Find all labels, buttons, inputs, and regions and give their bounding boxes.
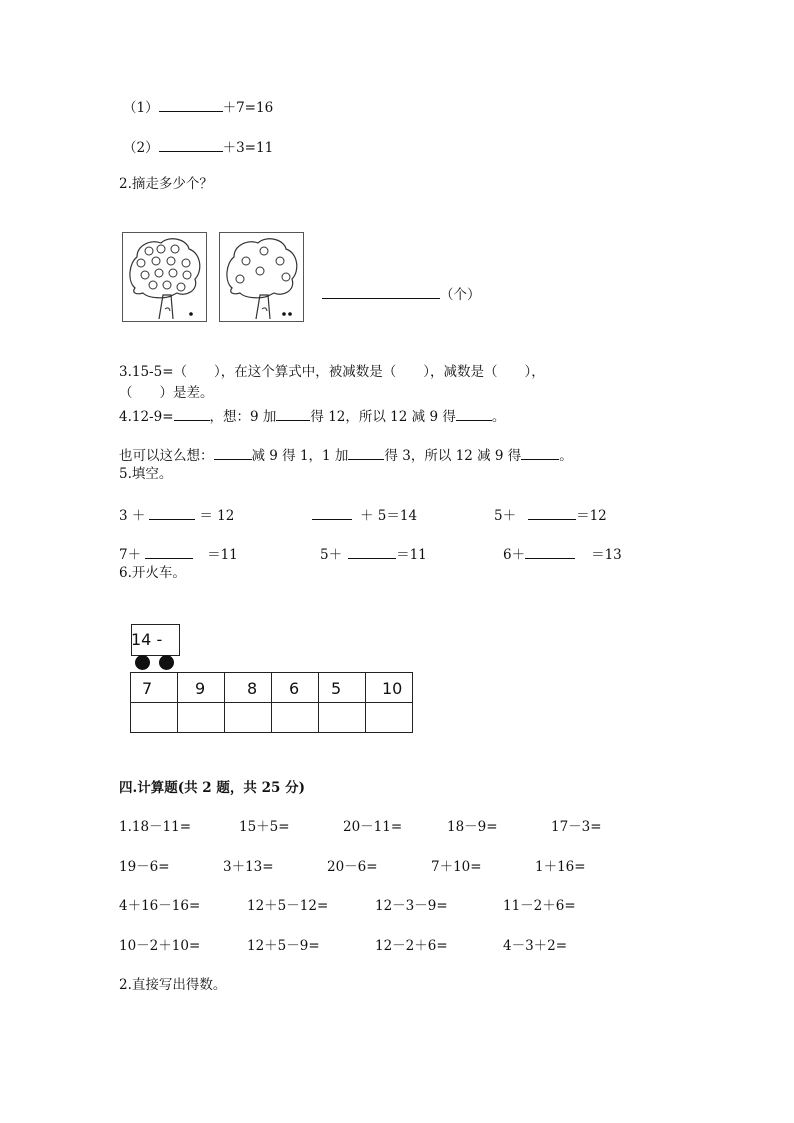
fill-item [503,546,622,563]
apple-tree-before-icon [123,233,206,321]
fill-item [312,507,417,524]
apple-tree-after-image [219,232,304,322]
answer-blank[interactable] [149,507,195,520]
fill-item-prefix: 6＋ [503,547,526,563]
fill-item-prefix: 5＋ [494,508,517,524]
fill-item-suffix: ＝12 [576,508,607,524]
question-5-title: 5.填空。 [119,466,173,482]
calc-item: 3＋13= [223,859,274,875]
answer-blank[interactable] [145,546,193,559]
fill-item-suffix: ＝11 [207,547,238,563]
answer-blank[interactable] [322,286,440,299]
q4-text: ，想：9 加 [209,409,277,425]
train-wheel-icon [135,655,150,670]
answer-blank[interactable] [521,447,559,460]
fill-item [320,546,427,563]
calc-item: 12＋5－12= [247,898,329,914]
question-4-line-1 [119,408,505,425]
q4-text: 得 3，所以 12 减 9 得 [384,448,522,464]
fill-item [119,507,234,524]
calc-item: 12－2＋6= [375,938,448,954]
calc-item: 12－3－9= [375,898,448,914]
question-3-line-2: （ ）是差。 [119,385,214,401]
train-wheel-icon [159,655,174,670]
train-answer-cell[interactable] [320,704,365,731]
q4-text: 。 [559,448,573,464]
train-answer-cell[interactable] [179,704,224,731]
apple-tree-before-image [122,232,207,322]
calc-item: 20－6= [327,859,378,875]
picked-unit: （个） [440,287,481,303]
train-number: 10 [382,679,403,698]
calc-item: 7＋10= [431,859,482,875]
train-table-divider [365,673,366,732]
train-answer-cell[interactable] [367,704,412,731]
answer-blank[interactable] [174,408,210,421]
train-number: 7 [142,679,153,698]
train-engine [131,624,180,656]
calc-item: 10－2＋10= [119,938,201,954]
train-table-divider [318,673,319,732]
q1-prefix: （1） [123,100,159,116]
answer-blank[interactable] [214,447,252,460]
calc-item: 17－3= [551,819,602,835]
question-2-title: 2.摘走多少个？ [119,176,213,192]
q4-text: 减 9 得 1，1 加 [251,448,349,464]
question-3-line-1: 3.15-5=（ ），在这个算式中，被减数是（ ），减数是（ ）， [119,364,545,380]
answer-blank[interactable] [525,546,575,559]
answer-blank[interactable] [456,408,492,421]
train-table-divider [177,673,178,732]
fill-item [494,507,607,524]
train-answer-cell[interactable] [226,704,271,731]
q4-text: 得 12，所以 12 减 9 得 [310,409,456,425]
train-number: 9 [195,679,206,698]
picked-answer-row [322,286,481,303]
train-engine-label: 14 - [131,630,163,649]
train-number: 6 [289,679,300,698]
calc-item: 18－9= [447,819,498,835]
train-number: 5 [331,679,342,698]
question-1-1 [123,99,273,116]
fill-item-suffix: ＝13 [591,547,622,563]
fill-item-suffix: ＝ 12 [199,508,235,524]
calc-item: 4－3＋2= [503,938,568,954]
fill-item-suffix: ＝11 [396,547,427,563]
answer-blank[interactable] [159,139,223,152]
q1-suffix: ＋7=16 [222,100,274,116]
answer-blank[interactable] [276,408,310,421]
calc-item: 11－2＋6= [503,898,576,914]
fill-item [119,546,238,563]
train-table [130,672,413,733]
section-4-question-2-title: 2.直接写出得数。 [119,977,227,993]
calc-item: 20－11= [343,819,403,835]
apple-tree-after-icon [220,233,303,321]
train-table-divider [224,673,225,732]
calc-item: 1.18－11= [119,819,192,835]
fill-item-prefix: 3 ＋ [119,508,146,524]
train-table-divider [271,673,272,732]
answer-blank[interactable] [159,99,223,112]
calc-item: 1＋16= [535,859,586,875]
q4-text: 4.12-9= [119,409,174,425]
fill-item-prefix: 7＋ [119,547,142,563]
train-answer-cell[interactable] [131,704,176,731]
calc-item: 15＋5= [239,819,290,835]
question-1-2 [123,139,273,156]
section-4-heading: 四.计算题(共 2 题，共 25 分) [119,780,305,796]
q2-prefix: （2） [123,140,159,156]
fill-item-prefix: 5＋ [320,547,343,563]
calc-item: 4＋16－16= [119,898,201,914]
q4-text: 也可以这么想： [119,448,214,464]
fill-item-suffix: ＋ 5＝14 [360,508,418,524]
answer-blank[interactable] [348,447,384,460]
question-6-title: 6.开火车。 [119,565,186,581]
answer-blank[interactable] [348,546,396,559]
answer-blank[interactable] [528,507,576,520]
train-answer-cell[interactable] [273,704,318,731]
calc-item: 19－6= [119,859,170,875]
answer-blank[interactable] [312,507,352,520]
question-4-line-2 [119,447,573,464]
q4-text: 。 [491,409,506,425]
q2-suffix: ＋3=11 [222,140,274,156]
train-number: 8 [247,679,258,698]
calc-item: 12＋5－9= [247,938,320,954]
